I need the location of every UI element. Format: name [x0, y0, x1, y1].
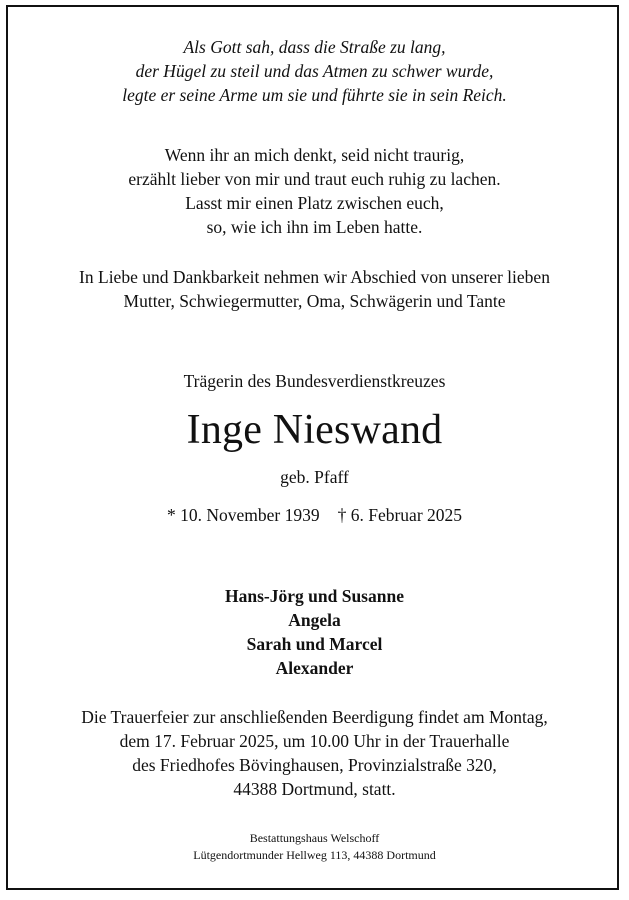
verse — [0, 143, 629, 239]
verse-line: Lasst mir einen Platz zwischen euch, — [185, 193, 444, 213]
service-line: 44388 Dortmund, statt. — [233, 779, 396, 799]
family-member: Alexander — [275, 658, 354, 678]
poem-line: Als Gott sah, dass die Straße zu lang, — [183, 37, 446, 57]
service-line: des Friedhofes Bövinghausen, Provinzialstraße 320, — [132, 755, 497, 775]
poem-line: legte er seine Arme um sie und führte sie in sein Reich. — [122, 85, 507, 105]
birth-date: * 10. November 1939 — [166, 505, 320, 525]
service-info — [0, 705, 629, 801]
family-member: Sarah und Marcel — [246, 634, 383, 654]
service-line: Die Trauerfeier zur anschließenden Beerdigung findet am Montag, — [81, 707, 548, 727]
poem — [0, 35, 629, 107]
death-date: † 6. Februar 2025 — [337, 505, 463, 525]
life-dates — [0, 503, 629, 527]
family-names — [0, 584, 629, 680]
verse-line: erzählt lieber von mir und traut euch ruhig zu lachen. — [128, 169, 501, 189]
honor-title: Trägerin des Bundesverdienstkreuzes — [183, 371, 446, 391]
undertaker-address: Lütgendortmunder Hellweg 113, 44388 Dortmund — [193, 848, 436, 862]
service-line: dem 17. Februar 2025, um 10.00 Uhr in der Trauerhalle — [119, 731, 510, 751]
deceased-name: Inge Nieswand — [186, 407, 443, 453]
farewell-line: Mutter, Schwiegermutter, Oma, Schwägerin und Tante — [123, 291, 506, 311]
farewell-text — [0, 265, 629, 313]
family-member: Angela — [288, 610, 341, 630]
farewell-line: In Liebe und Dankbarkeit nehmen wir Abschied von unserer lieben — [79, 267, 550, 287]
family-member: Hans-Jörg und Susanne — [225, 586, 404, 606]
undertaker-info — [0, 830, 629, 864]
verse-line: so, wie ich ihn im Leben hatte. — [206, 217, 423, 237]
undertaker-name: Bestattungshaus Welschoff — [249, 831, 380, 845]
birth-name: geb. Pfaff — [280, 467, 349, 487]
verse-line: Wenn ihr an mich denkt, seid nicht traurig, — [164, 145, 465, 165]
poem-line: der Hügel zu steil und das Atmen zu schwer wurde, — [135, 61, 494, 81]
